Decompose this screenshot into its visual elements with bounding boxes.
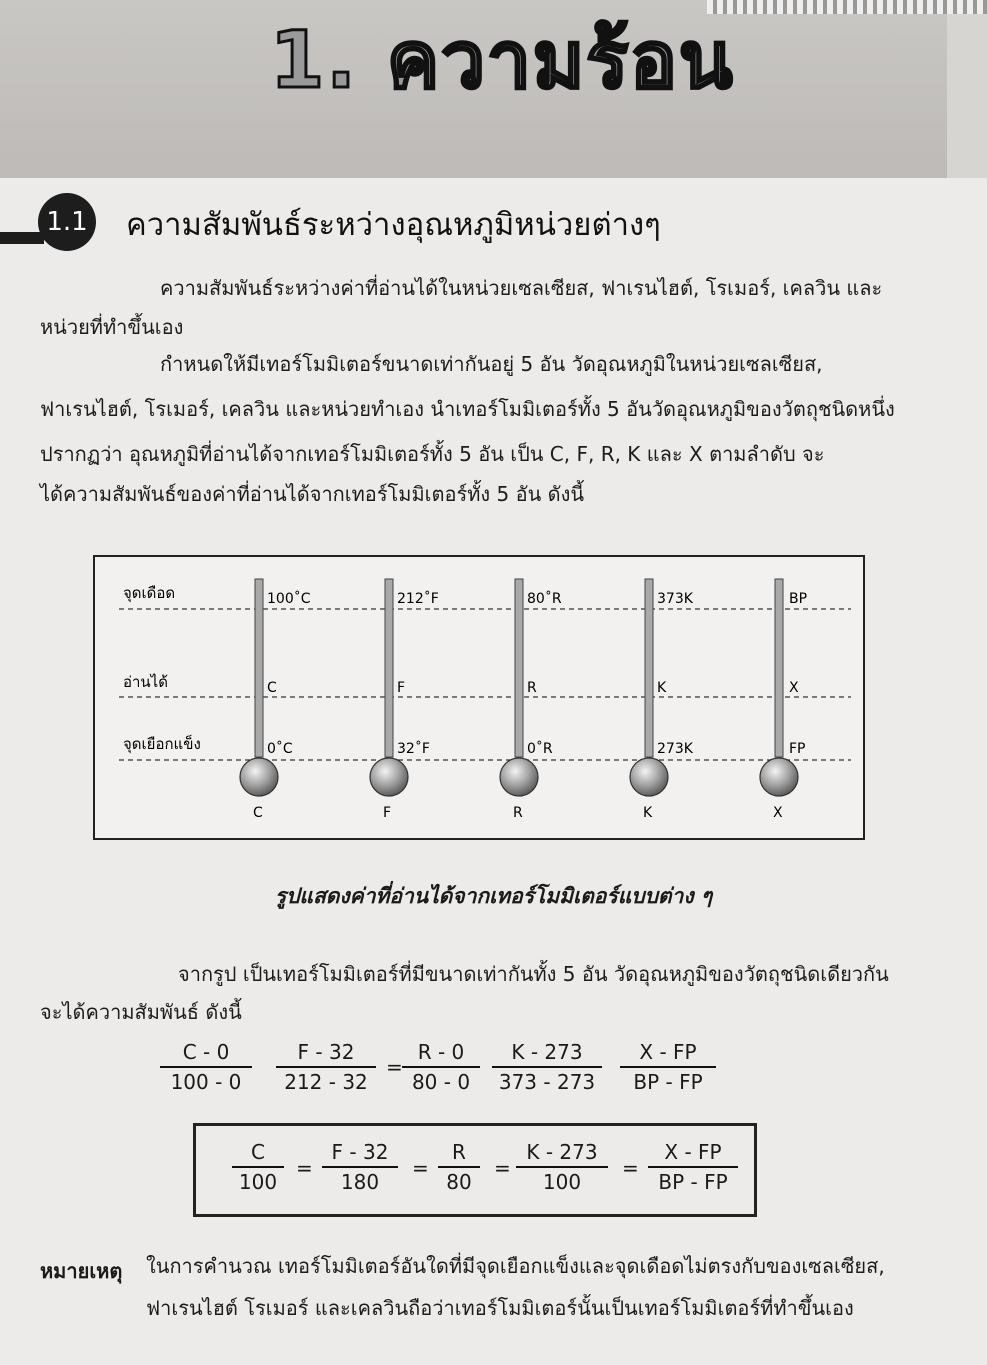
eq2-num: K - 273 — [516, 1140, 608, 1168]
eq1-num: K - 273 — [492, 1040, 602, 1068]
note-line-2: ฟาเรนไฮต์ โรเมอร์ และเคลวินถือว่าเทอร์โมมิเตอร์นั้นเป็นเทอร์โมมิเตอร์ที่ทำขึ้นเอง — [146, 1296, 854, 1320]
intro-line-2: หน่วยที่ทำขึ้นเอง — [40, 315, 184, 339]
fahrenheit-mid: F — [397, 680, 406, 696]
celsius-low: 0˚C — [267, 741, 293, 757]
kelvin-bulb: K — [643, 805, 653, 821]
thermometer-figure — [93, 555, 865, 840]
eq2-den: BP - FP — [658, 1170, 728, 1194]
thermometer-kelvin — [630, 579, 694, 821]
label-reading: อ่านได้ — [123, 673, 168, 691]
eq1-den: 212 - 32 — [284, 1070, 368, 1094]
kelvin-mid: K — [657, 680, 667, 696]
eq1-frac-celsius — [160, 1040, 252, 1094]
eq1-den: 80 - 0 — [411, 1070, 471, 1094]
eq1-frac-reaumur — [402, 1040, 480, 1094]
label-freezing: จุดเยือกแข็ง — [123, 735, 201, 753]
eq1-frac-custom — [620, 1040, 716, 1094]
thermometer-custom — [760, 579, 807, 821]
eq2-frac-kelvin — [516, 1140, 608, 1194]
eq2-den: 100 — [542, 1170, 582, 1194]
eq1-num: F - 32 — [276, 1040, 376, 1068]
reaumur-bulb: R — [513, 805, 523, 821]
celsius-bulb: C — [253, 805, 263, 821]
eq2-equals-1: = — [296, 1156, 313, 1180]
custom-bulb: X — [773, 805, 783, 821]
custom-low: FP — [789, 741, 806, 757]
eq2-equals-3: = — [494, 1156, 511, 1180]
header-tab — [947, 14, 987, 178]
eq2-frac-custom — [648, 1140, 738, 1194]
eq2-den: 100 — [238, 1170, 278, 1194]
eq1-equals: = — [386, 1055, 403, 1079]
eq2-num: F - 32 — [322, 1140, 398, 1168]
eq1-den: 100 - 0 — [170, 1070, 242, 1094]
setup-line-2: ฟาเรนไฮต์, โรเมอร์, เคลวิน และหน่วยทำเอง นำเทอร์โมมิเตอร์ทั้ง 5 อันวัดอุณหภูมิของวัตถุชนิดหนึ่ง — [40, 397, 895, 421]
eq1-den: 373 - 273 — [498, 1070, 596, 1094]
celsius-mid: C — [267, 680, 277, 696]
eq1-num: X - FP — [620, 1040, 716, 1068]
kelvin-top: 373K — [657, 591, 693, 607]
eq2-frac-celsius — [232, 1140, 284, 1194]
setup-line-4: ได้ความสัมพันธ์ของค่าที่อ่านได้จากเทอร์โมมิเตอร์ทั้ง 5 อัน ดังนี้ — [40, 482, 585, 506]
header-stripes — [707, 0, 987, 14]
fahrenheit-top: 212˚F — [397, 591, 439, 607]
eq2-num: R — [438, 1140, 480, 1168]
eq2-frac-reaumur — [438, 1140, 480, 1194]
reaumur-low: 0˚R — [527, 741, 553, 757]
section-title: ความสัมพันธ์ระหว่างอุณหภูมิหน่วยต่างๆ — [126, 207, 661, 243]
section-number-badge: 1.1 — [38, 193, 96, 251]
eq2-den: 180 — [340, 1170, 380, 1194]
eq2-equals-4: = — [622, 1156, 639, 1180]
eq1-num: R - 0 — [402, 1040, 480, 1068]
setup-line-3: ปรากฏว่า อุณหภูมิที่อ่านได้จากเทอร์โมมิเตอร์ทั้ง 5 อัน เป็น C, F, R, K และ X ตามลำดับ จะ — [40, 442, 825, 466]
thermometer-reaumur — [500, 579, 562, 821]
fahrenheit-bulb: F — [383, 805, 392, 821]
eq2-num: C — [232, 1140, 284, 1168]
figure-caption: รูปแสดงค่าที่อ่านได้จากเทอร์โมมิเตอร์แบบต่าง ๆ — [274, 884, 713, 908]
setup-line-1: กำหนดให้มีเทอร์โมมิเตอร์ขนาดเท่ากันอยู่ 5 อัน วัดอุณหภูมิในหน่วยเซลเซียส, — [160, 352, 823, 376]
after-line-1: จากรูป เป็นเทอร์โมมิเตอร์ที่มีขนาดเท่ากันทั้ง 5 อัน วัดอุณหภูมิของวัตถุชนิดเดียวกัน — [178, 962, 889, 986]
eq2-equals-2: = — [412, 1156, 429, 1180]
celsius-top: 100˚C — [267, 591, 311, 607]
eq2-frac-fahrenheit — [322, 1140, 398, 1194]
thermometer-diagram — [95, 557, 863, 838]
thermometer-celsius — [240, 579, 311, 821]
label-boiling: จุดเดือด — [123, 584, 176, 602]
eq1-num: C - 0 — [160, 1040, 252, 1068]
custom-mid: X — [789, 680, 799, 696]
custom-top: BP — [789, 591, 808, 607]
section-bar — [0, 232, 44, 244]
eq1-den: BP - FP — [633, 1070, 703, 1094]
after-line-2: จะได้ความสัมพันธ์ ดังนี้ — [40, 1000, 242, 1024]
thermometer-fahrenheit — [370, 579, 439, 821]
eq2-num: X - FP — [648, 1140, 738, 1168]
chapter-header — [0, 0, 987, 178]
chapter-title: 1. ความร้อน — [270, 16, 735, 106]
reaumur-top: 80˚R — [527, 591, 562, 607]
note-line-1: ในการคำนวณ เทอร์โมมิเตอร์อันใดที่มีจุดเยือกแข็งและจุดเดือดไม่ตรงกับของเซลเซียส, — [146, 1254, 885, 1278]
intro-line-1: ความสัมพันธ์ระหว่างค่าที่อ่านได้ในหน่วยเซลเซียส, ฟาเรนไฮต์, โรเมอร์, เคลวิน และ — [160, 276, 883, 300]
fahrenheit-low: 32˚F — [397, 741, 430, 757]
eq2-den: 80 — [446, 1170, 472, 1194]
kelvin-low: 273K — [657, 741, 693, 757]
note-label: หมายเหตุ — [40, 1259, 123, 1283]
eq1-frac-kelvin — [492, 1040, 602, 1094]
eq1-frac-fahrenheit — [276, 1040, 376, 1094]
reaumur-mid: R — [527, 680, 537, 696]
